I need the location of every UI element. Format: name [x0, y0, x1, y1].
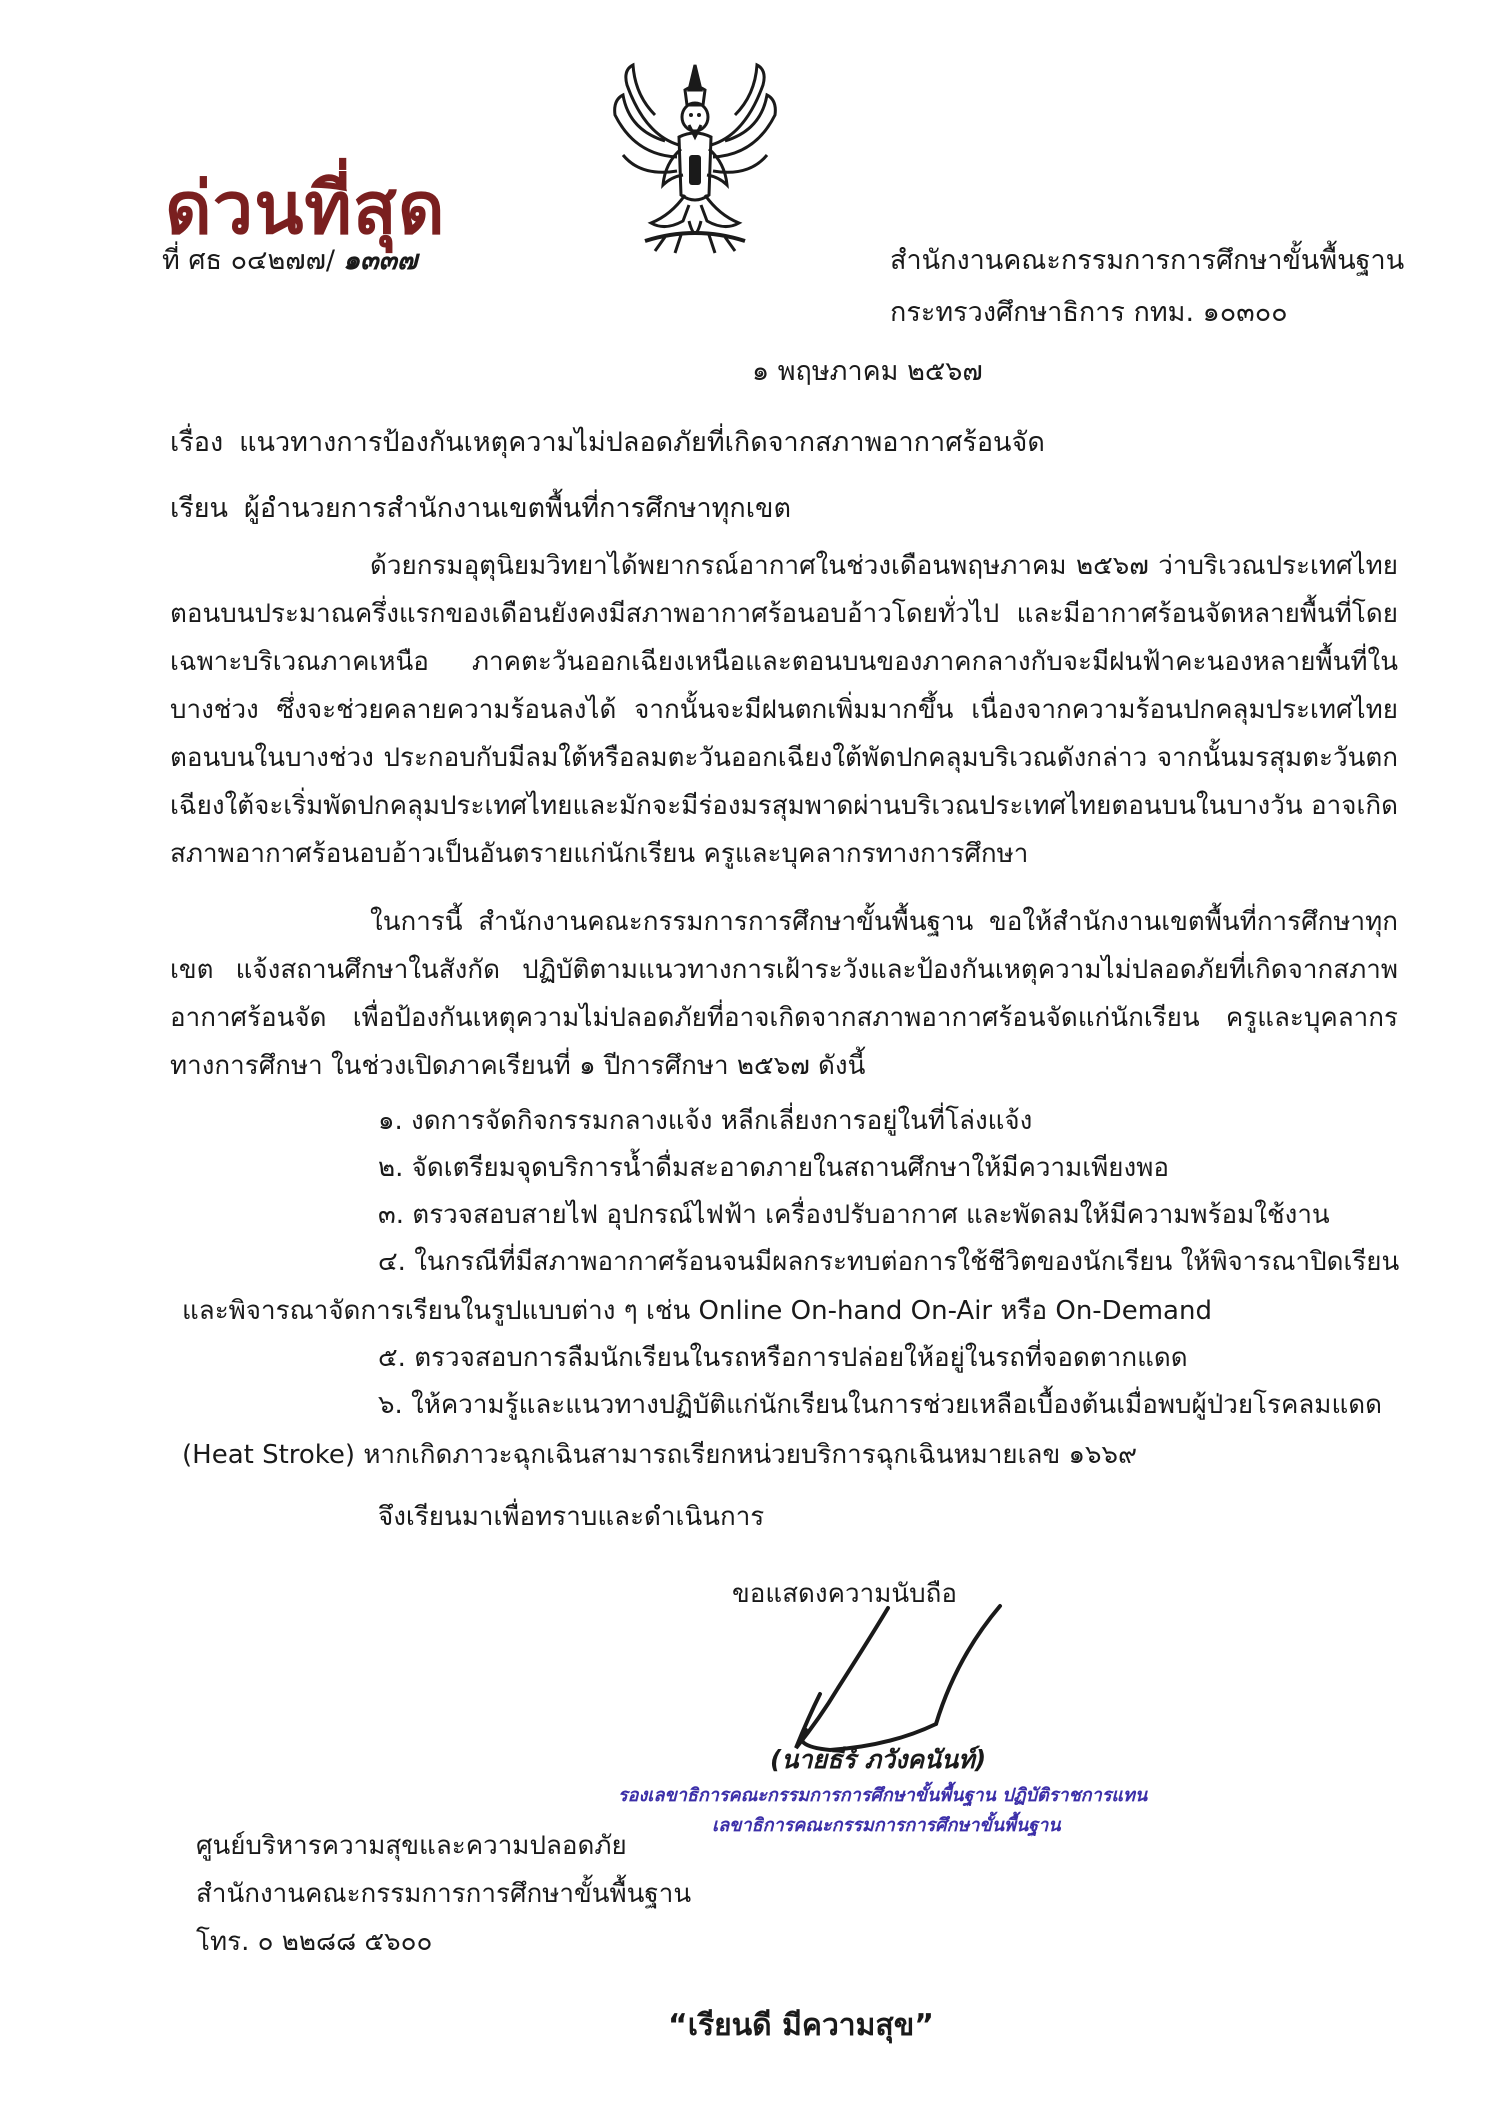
subject-text: แนวทางการป้องกันเหตุความไม่ปลอดภัยที่เกิดจากสภาพอากาศร้อนจัด: [239, 427, 1045, 458]
document-date: ๑ พฤษภาคม ๒๕๖๗: [752, 356, 983, 387]
urgency-stamp: ด่วนที่สุด: [165, 165, 446, 250]
position-stamp-line-2: เลขาธิการคณะกรรมการการศึกษาขั้นพื้นฐาน: [712, 1815, 1061, 1836]
signer-name: (นายธีร์ ภวังคนันท์): [770, 1745, 987, 1774]
body-paragraph-2: ในการนี้ สำนักงานคณะกรรมการการศึกษาขั้นพื้นฐาน ขอให้สำนักงานเขตพื้นที่การศึกษาทุกเขต แจ้งสถานศึกษาในสังกัด ปฏิบัติตามแนวทางการเฝ้าระวังและป้องกันเหตุความไม่ปลอดภัยที่เกิดจากสภาพอากาศร้อนจัด เพื่อป้องกันเหตุความไม่ปลอดภัยที่อาจเกิดจากสภาพอากาศร้อนจัดแก่นักเรียน ครูและบุคลากรทางการศึกษา ในช่วงเปิดภาคเรียนที่ ๑ ปีการศึกษา ๒๕๖๗ ดังนี้: [170, 907, 1398, 1081]
contact-phone: โทร. ๐ ๒๒๘๘ ๕๖๐๐: [196, 1927, 433, 1957]
list-item-6-continued: (Heat Stroke) หากเกิดภาวะฉุกเฉินสามารถเรียกหน่วยบริการฉุกเฉินหมายเลข ๑๖๖๙: [182, 1440, 1138, 1470]
salutation-label: เรียน: [170, 493, 229, 524]
closing-line: จึงเรียนมาเพื่อทราบและดำเนินการ: [378, 1502, 765, 1532]
list-item-4: ๔. ในกรณีที่มีสภาพอากาศร้อนจนมีผลกระทบต่อการใช้ชีวิตของนักเรียน ให้พิจารณาปิดเรียน: [378, 1247, 1400, 1277]
contact-dept-line-2: สำนักงานคณะกรรมการการศึกษาขั้นพื้นฐาน: [196, 1879, 692, 1909]
list-item-1: ๑. งดการจัดกิจกรรมกลางแจ้ง หลีกเลี่ยงการอยู่ในที่โล่งแจ้ง: [378, 1106, 1033, 1136]
garuda-emblem-icon: [605, 45, 785, 265]
salutation-text: ผู้อำนวยการสำนักงานเขตพื้นที่การศึกษาทุกเขต: [244, 493, 792, 524]
list-item-5: ๕. ตรวจสอบการลืมนักเรียนในรถหรือการปล่อยให้อยู่ในรถที่จอดตากแดด: [378, 1343, 1188, 1373]
body-paragraph-1: ด้วยกรมอุตุนิยมวิทยาได้พยากรณ์อากาศในช่วงเดือนพฤษภาคม ๒๕๖๗ ว่าบริเวณประเทศไทยตอนบนประมาณครึ่งแรกของเดือนยังคงมีสภาพอากาศร้อนอบอ้าวโดยทั่วไป และมีอากาศร้อนจัดหลายพื้นที่โดยเฉพาะบริเวณภาคเหนือ ภาคตะวันออกเฉียงเหนือและตอนบนของภาคกลางกับจะมีฝนฟ้าคะนองหลายพื้นที่ในบางช่วง ซึ่งจะช่วยคลายความร้อนลงได้ จากนั้นจะมีฝนตกเพิ่มมากขึ้น เนื่องจากความร้อนปกคลุมประเทศไทยตอนบนในบางช่วง ประกอบกับมีลมใต้หรือลมตะวันออกเฉียงใต้พัดปกคลุมบริเวณดังกล่าว จากนั้นมรสุมตะวันตกเฉียงใต้จะเริ่มพัดปกคลุมประเทศไทยและมักจะมีร่องมรสุมพาดผ่านบริเวณประเทศไทยตอนบนในบางวัน อาจเกิดสภาพอากาศร้อนอบอ้าวเป็นอันตรายแก่นักเรียน ครูและบุคลากรทางการศึกษา: [170, 551, 1398, 869]
contact-department: [196, 1822, 691, 1966]
list-item-2: ๒. จัดเตรียมจุดบริการน้ำดื่มสะอาดภายในสถานศึกษาให้มีความเพียงพอ: [378, 1153, 1169, 1183]
document-number: [162, 238, 417, 281]
office-line-1: สำนักงานคณะกรรมการการศึกษาขั้นพื้นฐาน: [890, 245, 1405, 276]
list-item-4-continued: และพิจารณาจัดการเรียนในรูปแบบต่าง ๆ เช่น Online On-hand On-Air หรือ On-Demand: [182, 1296, 1212, 1326]
subject-line: [170, 420, 1045, 463]
contact-dept-line-1: ศูนย์บริหารความสุขและความปลอดภัย: [196, 1831, 627, 1861]
respect-line: ขอแสดงความนับถือ: [732, 1579, 957, 1609]
document-number-handwritten: ๑๓๓๗: [343, 245, 418, 276]
handwritten-signature: [760, 1598, 1030, 1758]
position-stamp-line-1: รองเลขาธิการคณะกรรมการการศึกษาขั้นพื้นฐาน ปฏิบัติราชการแทน: [618, 1785, 1148, 1806]
issuing-office: [890, 235, 1404, 339]
list-item-6: ๖. ให้ความรู้และแนวทางปฏิบัติแก่นักเรียนในการช่วยเหลือเบื้องต้นเมื่อพบผู้ป่วยโรคลมแดด: [378, 1390, 1382, 1420]
list-item-3: ๓. ตรวจสอบสายไฟ อุปกรณ์ไฟฟ้า เครื่องปรับอากาศ และพัดลมให้มีความพร้อมใช้งาน: [378, 1200, 1330, 1230]
salutation-line: [170, 486, 791, 529]
subject-label: เรื่อง: [170, 427, 224, 458]
document-number-prefix: ที่ ศธ ๐๔๒๗๗/: [162, 245, 335, 276]
motto: “เรียนดี มีความสุข”: [668, 2008, 934, 2043]
office-line-2: กระทรวงศึกษาธิการ กทม. ๑๐๓๐๐: [890, 297, 1288, 328]
